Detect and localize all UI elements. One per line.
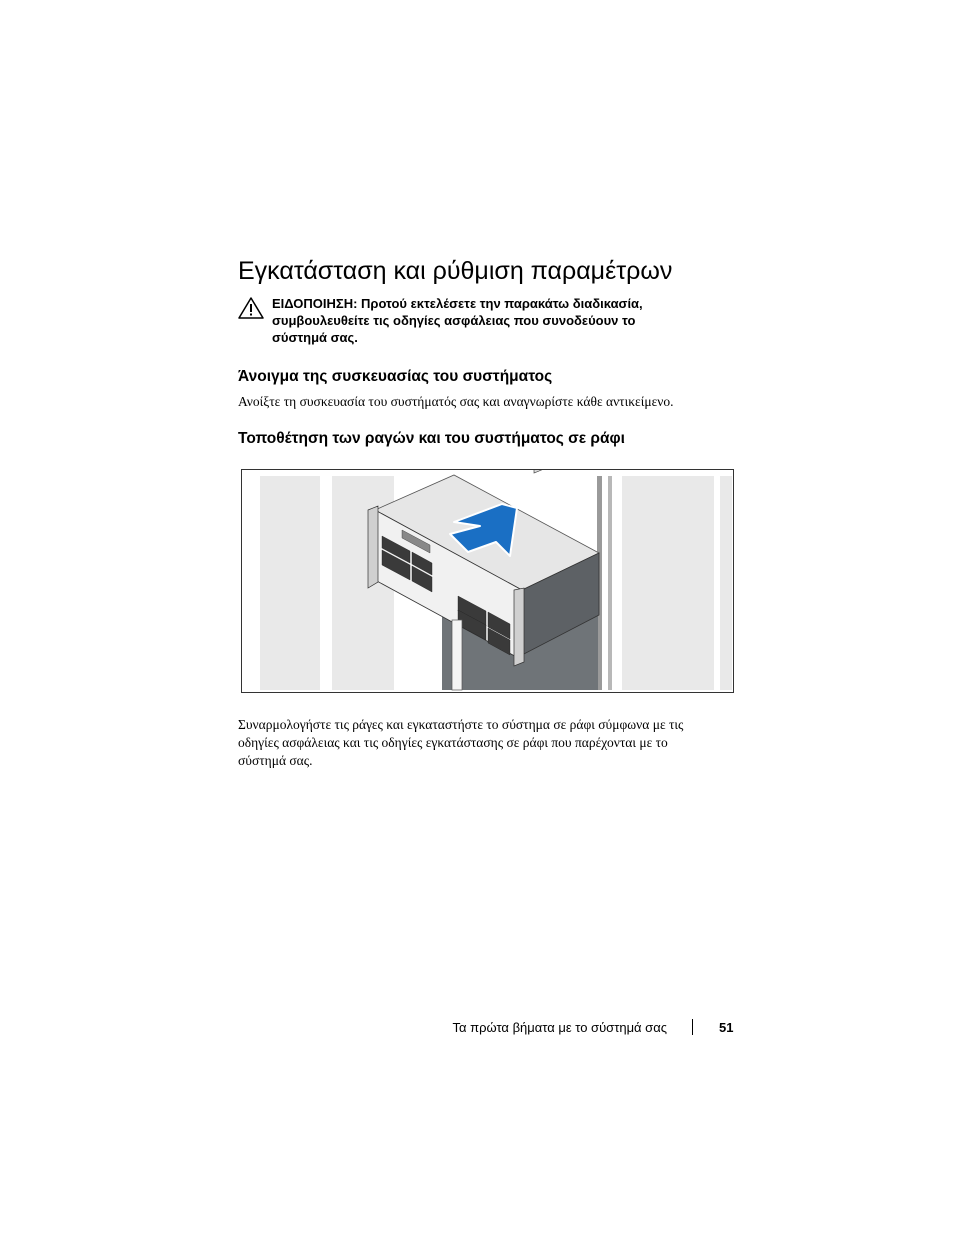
warning-text bbox=[272, 295, 712, 346]
rack-rail bbox=[452, 620, 462, 690]
rack-post bbox=[608, 476, 612, 690]
section-heading-rack: Τοποθέτηση των ραγών και του συστήματος σε ράφι bbox=[238, 430, 625, 447]
server-ear-left bbox=[368, 506, 378, 588]
warning-line: συμβουλευθείτε τις οδηγίες ασφάλειας που συνοδεύουν το bbox=[272, 313, 636, 328]
rack-panel-left bbox=[260, 476, 320, 690]
section-paragraph-unpack: Ανοίξτε τη συσκευασία του συστήματός σας και αναγνωρίστε κάθε αντικείμενο. bbox=[238, 394, 674, 409]
paragraph-line: οδηγίες ασφάλειας και τις οδηγίες εγκατάστασης σε ράφι που παρέχονται με το bbox=[238, 735, 668, 750]
server-ear-right bbox=[514, 588, 524, 666]
footer-separator bbox=[692, 1019, 693, 1035]
server-rack-installation-illustration bbox=[241, 469, 734, 693]
rack-figure-svg bbox=[242, 470, 733, 692]
page-title: Εγκατάσταση και ρύθμιση παραμέτρων bbox=[238, 257, 673, 285]
paragraph-line: Συναρμολογήστε τις ράγες και εγκαταστήστε το σύστημα σε ράφι σύμφωνα με τις bbox=[238, 717, 684, 732]
warning-triangle-icon bbox=[238, 297, 264, 319]
page-number: 51 bbox=[719, 1020, 734, 1035]
rack-panel-far-right bbox=[720, 476, 732, 690]
warning-line: ΕΙΔΟΠΟΙΗΣΗ: Προτού εκτελέσετε την παρακάτω διαδικασία, bbox=[272, 296, 643, 311]
paragraph-line: σύστημά σας. bbox=[238, 753, 313, 768]
warning-line: σύστημά σας. bbox=[272, 330, 358, 345]
rack-panel-right bbox=[622, 476, 714, 690]
server-handle bbox=[534, 470, 564, 473]
section-heading-unpack: Άνοιγμα της συσκευασίας του συστήματος bbox=[238, 368, 553, 385]
section-paragraph-rack bbox=[238, 716, 728, 770]
footer-chapter-title: Τα πρώτα βήματα με το σύστημά σας bbox=[452, 1020, 667, 1035]
